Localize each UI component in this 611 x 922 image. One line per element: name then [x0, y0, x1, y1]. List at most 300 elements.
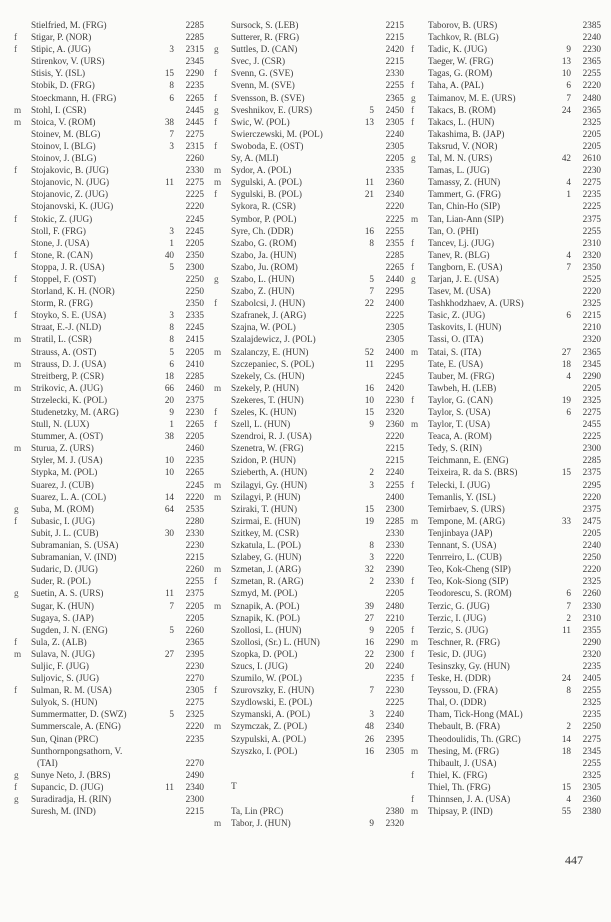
title-marker: g	[214, 44, 219, 55]
player-name: Szilagyi, Gy. (HUN)	[231, 479, 307, 490]
rating: 2375	[582, 213, 601, 224]
rating: 2300	[185, 794, 204, 804]
player-name: Taborov, B. (URS)	[428, 20, 498, 30]
player-name: Szieberth, A. (HUN)	[231, 467, 308, 478]
player-name: Szmetan, R. (ARG)	[231, 576, 304, 587]
player-name: Sydor, A. (POL)	[231, 165, 292, 176]
player-entry	[14, 164, 204, 176]
rating: 2285	[385, 515, 404, 526]
player-name: Taylor, T. (USA)	[428, 419, 490, 430]
player-name: Suarez, J. (CUB)	[31, 479, 94, 490]
player-entry	[14, 104, 204, 116]
player-entry	[14, 708, 204, 720]
player-name: Telecki, I. (JUG)	[428, 479, 491, 490]
games-count: 39	[364, 600, 374, 611]
games-count: 1	[566, 189, 571, 200]
games-count: 10	[164, 467, 174, 478]
rating: 2245	[185, 213, 204, 224]
player-entry	[14, 672, 204, 684]
player-name: Stoyko, S. E. (USA)	[31, 310, 107, 321]
player-name: Szabo, Ja. (HUN)	[231, 249, 297, 260]
games-count: 16	[364, 745, 374, 756]
player-name: Sursock, S. (LEB)	[231, 20, 299, 30]
games-count: 19	[561, 394, 571, 405]
games-count: 18	[561, 358, 571, 369]
rating: 2305	[385, 322, 404, 333]
player-entry	[14, 527, 204, 539]
player-name: Szyszko, I. (POL)	[231, 745, 298, 756]
player-entry	[14, 370, 204, 382]
games-count: 8	[169, 80, 174, 91]
player-name: Teyssou, D. (FRA)	[428, 685, 498, 696]
player-entry	[14, 636, 204, 648]
games-count: 18	[164, 370, 174, 381]
player-name: Tashkhodzhaev, A. (URS)	[428, 298, 524, 309]
rating: 2315	[185, 140, 204, 151]
rating: 2220	[385, 552, 404, 563]
player-name: Tenjinbaya (JAP)	[428, 527, 493, 538]
rating: 2230	[185, 407, 204, 417]
title-marker: m	[214, 177, 222, 188]
games-count: 11	[365, 358, 374, 369]
games-count: 14	[561, 733, 571, 744]
games-count: 5	[169, 261, 174, 272]
rating: 2305	[185, 685, 204, 696]
player-entry	[14, 382, 204, 394]
player-name: Stoinev, M. (BLG)	[31, 128, 101, 139]
player-entry	[214, 587, 404, 599]
title-marker: g	[411, 153, 416, 164]
player-entry	[411, 781, 601, 793]
rating: 2305	[582, 781, 601, 792]
player-name-continued: (TAI)	[37, 757, 58, 768]
player-entry	[411, 213, 601, 225]
column-3	[411, 19, 601, 817]
player-entry	[214, 805, 404, 817]
player-name: Suba, M. (ROM)	[31, 503, 94, 514]
player-entry	[411, 612, 601, 624]
player-name: Stobik, D. (FRG)	[31, 80, 95, 91]
player-name: Swic, W. (POL)	[231, 116, 290, 127]
games-count: 1	[169, 419, 174, 430]
player-name: Takashima, B. (JAP)	[428, 128, 505, 139]
player-name: Taylor, G. (CAN)	[428, 394, 493, 405]
player-name: Ta, Lin (PRC)	[231, 806, 284, 817]
rating: 2375	[185, 588, 204, 599]
rating: 2220	[385, 431, 404, 442]
rating: 2205	[185, 237, 204, 248]
player-name: Sulyok, S. (HUN)	[31, 697, 98, 708]
title-marker: m	[14, 648, 22, 659]
games-count: 20	[364, 660, 374, 671]
rating: 2285	[582, 455, 601, 466]
rating: 2215	[385, 20, 404, 30]
player-name: Teixeira, R. da S. (BRS)	[428, 467, 518, 478]
games-count: 55	[561, 806, 571, 817]
title-marker: m	[214, 382, 222, 393]
games-count: 2	[566, 612, 571, 623]
rating: 2340	[385, 721, 404, 732]
games-count: 8	[369, 540, 374, 551]
player-entry	[14, 200, 204, 212]
rating: 2285	[185, 370, 204, 381]
player-entry	[411, 515, 601, 527]
player-entry	[214, 176, 404, 188]
player-name: Stone, R. (CAN)	[31, 249, 93, 260]
rating: 2265	[185, 92, 204, 103]
player-name: Sznapik, K. (POL)	[231, 612, 300, 623]
player-entry	[411, 346, 601, 358]
rating: 2320	[582, 249, 601, 260]
rating: 2245	[185, 225, 204, 236]
games-count: 4	[566, 370, 571, 381]
rating: 2205	[582, 527, 601, 538]
player-name: Thesing, M. (FRG)	[428, 745, 499, 756]
player-name: Szurovszky, E. (HUN)	[231, 685, 315, 696]
player-entry	[411, 442, 601, 454]
title-marker: g	[14, 588, 19, 599]
player-name: Sziraki, T. (HUN)	[231, 503, 297, 514]
player-entry	[411, 370, 601, 382]
player-entry	[411, 164, 601, 176]
player-name: Summermatter, D. (SWZ)	[31, 709, 127, 720]
player-name: Summerscale, A. (ENG)	[31, 721, 121, 732]
games-count: 22	[364, 298, 374, 309]
title-marker: f	[214, 419, 218, 430]
player-name: Teaca, A. (ROM)	[428, 431, 492, 442]
player-name: Stirenkov, V. (URS)	[31, 56, 105, 67]
games-count: 11	[165, 177, 174, 188]
title-marker: f	[214, 140, 218, 151]
rating: 2235	[185, 733, 204, 744]
player-entry	[214, 745, 404, 757]
player-entry	[214, 285, 404, 297]
player-entry	[14, 92, 204, 104]
rating: 2445	[185, 104, 204, 115]
rating: 2305	[385, 116, 404, 127]
player-entry	[14, 406, 204, 418]
rating: 2275	[185, 697, 204, 708]
rating: 2215	[185, 806, 204, 817]
title-marker: f	[14, 44, 18, 55]
player-name: Szafranek, J. (ARG)	[231, 310, 307, 321]
player-name: Tachkov, R. (BLG)	[428, 32, 499, 43]
title-marker: f	[14, 165, 18, 176]
rating: 2275	[582, 177, 601, 188]
games-count: 66	[164, 382, 174, 393]
title-marker: f	[411, 794, 415, 804]
games-count: 11	[365, 177, 374, 188]
title-marker: g	[214, 273, 219, 284]
player-name: Szekeres, T. (HUN)	[231, 394, 304, 405]
player-name: Szczepaniec, S. (POL)	[231, 358, 315, 369]
player-entry	[411, 321, 601, 333]
rating: 2335	[185, 310, 204, 321]
player-entry	[14, 285, 204, 297]
player-entry	[14, 67, 204, 79]
player-entry	[411, 720, 601, 732]
rating: 2255	[582, 685, 601, 696]
rating: 2240	[385, 660, 404, 671]
player-name: Tesic, D. (JUG)	[428, 648, 487, 659]
games-count: 7	[566, 261, 571, 272]
player-name: Stojakovic, B. (JUG)	[31, 165, 109, 176]
player-name: Strauss, D. J. (USA)	[31, 358, 107, 369]
player-name: Terzic, I. (JUG)	[428, 612, 487, 623]
rating: 2355	[385, 237, 404, 248]
player-name: Szalanczy, E. (HUN)	[231, 346, 309, 357]
player-name: Tancev, Lj. (JUG)	[428, 237, 495, 248]
player-entry	[214, 539, 404, 551]
title-marker: f	[411, 576, 415, 587]
player-name: Tamassy, Z. (HUN)	[428, 177, 501, 188]
games-count: 22	[364, 648, 374, 659]
games-count: 2	[566, 721, 571, 732]
player-entry	[411, 745, 601, 757]
games-count: 5	[369, 104, 374, 115]
player-name: Stielfried, M. (FRG)	[31, 20, 107, 30]
player-name: Taha, A. (PAL)	[428, 80, 484, 91]
games-count: 3	[369, 552, 374, 563]
player-name: Suttles, D. (CAN)	[231, 44, 298, 55]
player-name: Terzic, G. (JUG)	[428, 600, 490, 611]
games-count: 20	[164, 394, 174, 405]
player-entry	[214, 79, 404, 91]
games-count: 5	[169, 346, 174, 357]
player-name: Sudaric, D. (JUG)	[31, 564, 98, 575]
player-name: Szabo, Ju. (ROM)	[231, 261, 298, 272]
player-name: Szmyd, M. (POL)	[231, 588, 298, 599]
title-marker: g	[411, 273, 416, 284]
rating: 2325	[582, 576, 601, 587]
player-entry	[411, 708, 601, 720]
rating: 2475	[582, 515, 601, 526]
player-entry	[214, 466, 404, 478]
rating: 2440	[385, 273, 404, 284]
player-name: Stoinov, J. (BLG)	[31, 153, 97, 164]
player-entry	[214, 346, 404, 358]
player-name: Sugaya, S. (JAP)	[31, 612, 94, 623]
games-count: 64	[164, 503, 174, 514]
player-entry	[14, 273, 204, 285]
rating: 2205	[185, 600, 204, 611]
player-entry	[14, 249, 204, 261]
games-count: 7	[169, 128, 174, 139]
games-count: 4	[566, 249, 571, 260]
player-name: Stojanovic, Z. (JUG)	[31, 189, 109, 200]
player-entry	[14, 213, 204, 225]
player-name: Szumilo, W. (POL)	[231, 673, 302, 684]
title-marker: f	[14, 32, 18, 43]
player-entry	[214, 394, 404, 406]
player-entry	[411, 225, 601, 237]
player-name: Stoppel, F. (OST)	[31, 273, 97, 284]
rating: 2220	[185, 721, 204, 732]
rating: 2325	[582, 769, 601, 780]
player-entry	[14, 442, 204, 454]
player-name: Tesinszky, Gy. (HUN)	[428, 660, 510, 671]
rating: 2245	[185, 479, 204, 490]
player-entry	[411, 261, 601, 273]
rating: 2285	[185, 32, 204, 43]
games-count: 24	[561, 673, 571, 684]
rating: 2290	[582, 636, 601, 647]
rating: 2285	[385, 249, 404, 260]
player-entry	[214, 225, 404, 237]
rating: 2350	[185, 249, 204, 260]
rating: 2270	[185, 673, 204, 684]
player-name: Storland, K. H. (NOR)	[31, 286, 115, 297]
player-entry	[214, 309, 404, 321]
rating: 2365	[582, 56, 601, 67]
games-count: 27	[364, 612, 374, 623]
rating: 2360	[385, 177, 404, 188]
rating: 2275	[582, 407, 601, 417]
player-entry	[411, 273, 601, 285]
rating: 2305	[385, 140, 404, 151]
rating: 2205	[582, 128, 601, 139]
rating: 2210	[385, 612, 404, 623]
player-entry	[14, 79, 204, 91]
games-count: 5	[369, 273, 374, 284]
player-entry	[14, 696, 204, 708]
player-name: Tasic, Z. (JUG)	[428, 310, 486, 321]
title-marker: g	[14, 769, 19, 780]
rating: 2240	[385, 128, 404, 139]
player-entry	[411, 128, 601, 140]
rating: 2275	[185, 128, 204, 139]
player-name: Suarez, L. A. (COL)	[31, 491, 107, 502]
player-entry	[214, 406, 404, 418]
player-entry	[411, 116, 601, 128]
player-name: Stoll, F. (FRG)	[31, 225, 86, 236]
title-marker: f	[214, 298, 218, 309]
rating: 2235	[582, 660, 601, 671]
player-name: Szekely, P. (HUN)	[231, 382, 299, 393]
player-name: Szalajdewicz, J. (POL)	[231, 334, 316, 345]
player-entry	[214, 527, 404, 539]
rating: 2320	[385, 407, 404, 417]
player-entry	[14, 418, 204, 430]
player-name: Suder, R. (POL)	[31, 576, 91, 587]
player-name: Subramanian, V. (IND)	[31, 552, 117, 563]
rating: 2535	[185, 503, 204, 514]
rating: 2230	[185, 660, 204, 671]
games-count: 33	[561, 515, 571, 526]
player-entry	[214, 164, 404, 176]
rating: 2305	[385, 745, 404, 756]
player-name: Taeger, W. (FRG)	[428, 56, 494, 67]
rating: 2230	[582, 165, 601, 176]
title-marker: m	[14, 382, 22, 393]
player-name: Takacs, B. (ROM)	[428, 104, 496, 115]
rating: 2295	[385, 358, 404, 369]
player-entry	[14, 720, 204, 732]
player-name: Tate, E. (USA)	[428, 358, 483, 369]
player-entry	[411, 636, 601, 648]
rating: 2610	[582, 153, 601, 164]
player-name: Sveshnikov, E. (URS)	[231, 104, 313, 115]
title-marker: f	[14, 213, 18, 224]
player-name: Sutterer, R. (FRG)	[231, 32, 300, 43]
player-name: Stypka, M. (POL)	[31, 467, 98, 478]
rating: 2320	[385, 818, 404, 829]
column-1	[14, 19, 204, 817]
player-name: Sugden, J. N. (ENG)	[31, 624, 108, 635]
title-marker: g	[14, 794, 19, 804]
player-name: Tennant, S. (USA)	[428, 540, 497, 551]
player-entry	[14, 503, 204, 515]
games-count: 27	[561, 346, 571, 357]
rating: 2295	[582, 479, 601, 490]
rating: 2215	[582, 310, 601, 321]
games-count: 6	[566, 80, 571, 91]
player-name: Szymczak, Z. (POL)	[231, 721, 308, 732]
rating: 2220	[582, 80, 601, 91]
title-marker: f	[214, 189, 218, 200]
title-marker: f	[214, 116, 218, 127]
title-marker: f	[411, 44, 415, 55]
rating: 2375	[185, 394, 204, 405]
rating: 2260	[185, 153, 204, 164]
rating: 2340	[185, 781, 204, 792]
player-entry	[14, 176, 204, 188]
player-entry	[411, 769, 601, 781]
player-entry	[14, 539, 204, 551]
player-entry	[411, 757, 601, 769]
title-marker: f	[14, 515, 18, 526]
player-entry	[14, 551, 204, 563]
rating: 2205	[385, 588, 404, 599]
player-name: Thinnsen, J. A. (USA)	[428, 794, 511, 804]
player-name: Szell, L. (HUN)	[231, 419, 291, 430]
title-marker: f	[214, 685, 218, 696]
player-entry	[14, 466, 204, 478]
rating: 2300	[185, 261, 204, 272]
player-entry	[411, 297, 601, 309]
games-count: 1	[169, 237, 174, 248]
player-name: Tammert, G. (FRG)	[428, 189, 501, 200]
player-entry	[411, 43, 601, 55]
games-count: 3	[369, 709, 374, 720]
player-name: Szajna, W. (POL)	[231, 322, 296, 333]
title-marker: g	[14, 503, 19, 514]
rating: 2220	[582, 564, 601, 575]
player-entry	[411, 19, 601, 31]
games-count: 24	[561, 104, 571, 115]
games-count: 10	[364, 394, 374, 405]
games-count: 6	[169, 358, 174, 369]
player-name: Taskovits, I. (HUN)	[428, 322, 502, 333]
title-marker: m	[214, 564, 222, 575]
games-count: 18	[561, 745, 571, 756]
player-entry	[14, 116, 204, 128]
title-marker: f	[14, 310, 18, 321]
player-entry	[14, 261, 204, 273]
rating: 2325	[582, 298, 601, 309]
player-entry	[214, 672, 404, 684]
player-entry	[411, 479, 601, 491]
player-entry	[214, 261, 404, 273]
games-count: 4	[566, 177, 571, 188]
rating: 2225	[582, 201, 601, 212]
games-count: 2	[369, 576, 374, 587]
player-entry	[411, 31, 601, 43]
player-entry	[14, 128, 204, 140]
player-entry	[14, 188, 204, 200]
rating: 2225	[185, 189, 204, 200]
player-entry	[14, 358, 204, 370]
